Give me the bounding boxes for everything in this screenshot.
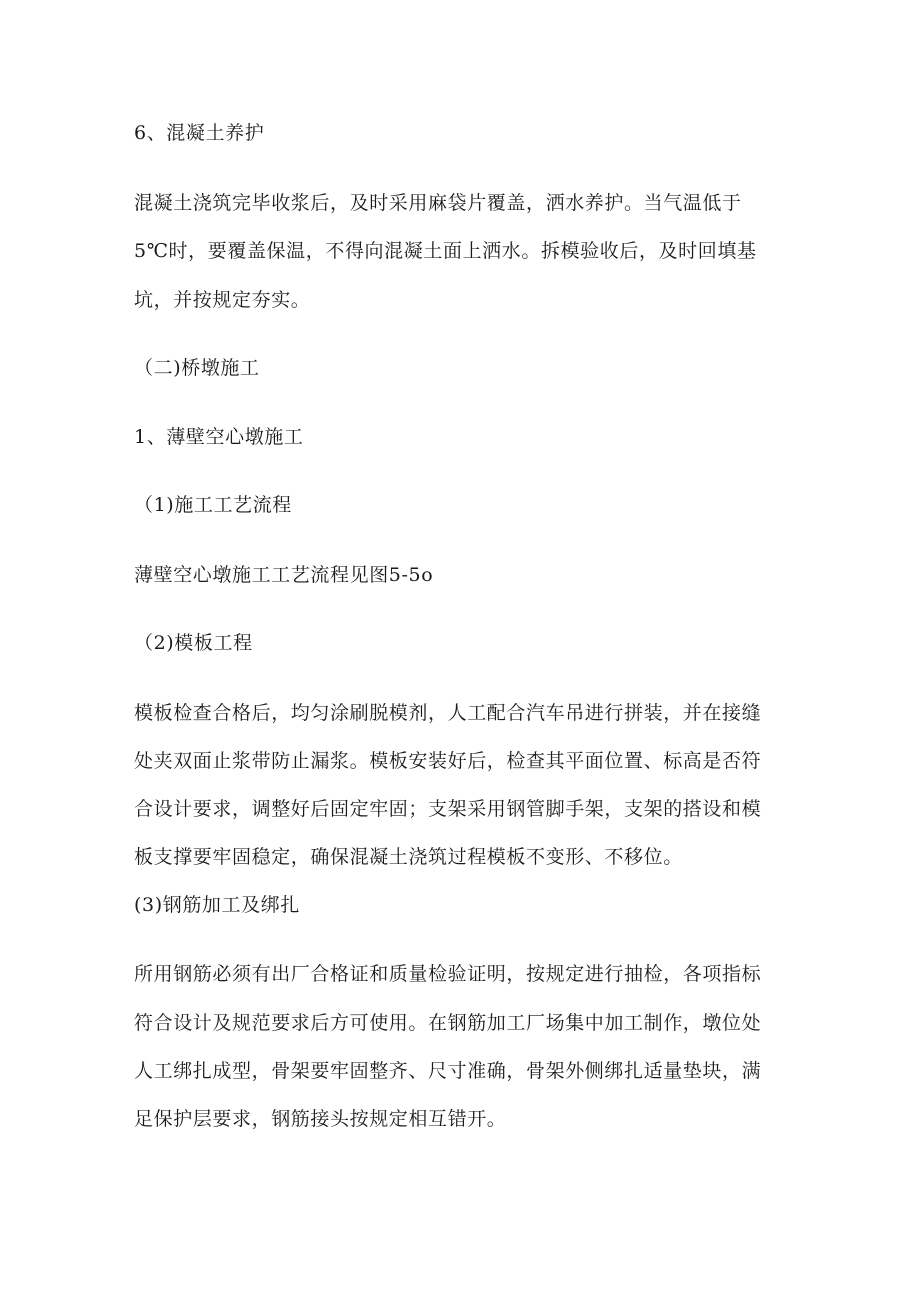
formwork-paragraph-line: 模板检查合格后，均匀涂刷脱模剂，人工配合汽车吊进行拼装，并在接缝 xyxy=(134,702,762,724)
rebar-paragraph-line: 人工绑扎成型，骨架要牢固整齐、尺寸准确，骨架外侧绑扎适量垫块，满 xyxy=(134,1060,762,1082)
process-paragraph: 薄壁空心墩施工工艺流程见图5-5o xyxy=(134,564,434,586)
heading-construction-process: （1)施工工艺流程 xyxy=(134,494,292,516)
curing-paragraph-line: 坑，并按规定夯实。 xyxy=(134,289,311,311)
heading-formwork: （2)模板工程 xyxy=(134,632,253,654)
heading-pier-construction: （二)桥墩施工 xyxy=(134,357,260,379)
heading-concrete-curing: 6、混凝土养护 xyxy=(134,122,265,144)
heading-hollow-pier: 1、薄壁空心墩施工 xyxy=(134,426,304,448)
formwork-paragraph-line: 板支撑要牢固稳定，确保混凝土浇筑过程模板不变形、不移位。 xyxy=(134,846,683,868)
curing-paragraph-line: 5℃时，要覆盖保温，不得向混凝土面上洒水。拆模验收后，及时回填基 xyxy=(134,240,757,262)
heading-rebar: (3)钢筋加工及绑扎 xyxy=(134,894,300,916)
curing-paragraph-line: 混凝土浇筑完毕收浆后，及时采用麻袋片覆盖，洒水养护。当气温低于 xyxy=(134,192,742,214)
formwork-paragraph-line: 合设计要求，调整好后固定牢固；支架采用钢管脚手架，支架的搭设和模 xyxy=(134,798,762,820)
formwork-paragraph-line: 处夹双面止浆带防止漏浆。模板安装好后，检查其平面位置、标高是否符 xyxy=(134,750,762,772)
rebar-paragraph-line: 足保护层要求，钢筋接头按规定相互错开。 xyxy=(134,1108,507,1130)
rebar-paragraph-line: 符合设计及规范要求后方可使用。在钢筋加工厂场集中加工制作，墩位处 xyxy=(134,1012,762,1034)
rebar-paragraph-line: 所用钢筋必须有出厂合格证和质量检验证明，按规定进行抽检，各项指标 xyxy=(134,963,762,985)
